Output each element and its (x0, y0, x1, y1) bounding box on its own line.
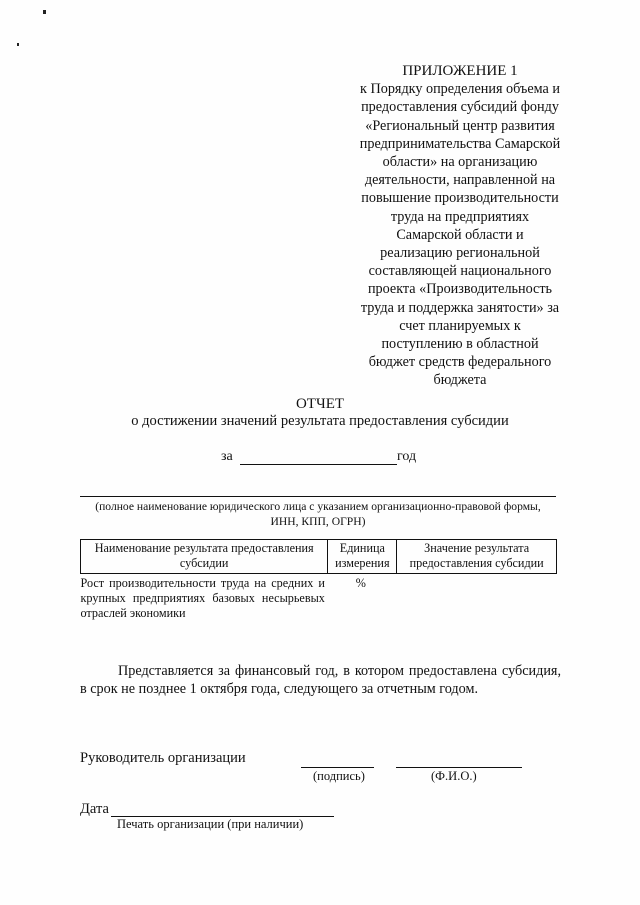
period-year-field[interactable] (240, 464, 397, 465)
scan-speck (43, 10, 46, 14)
full-name-field[interactable] (396, 767, 522, 768)
appendix-block (340, 62, 580, 390)
appendix-line: счет планируемых к (399, 317, 521, 334)
appendix-line: поступлению в областной (381, 336, 539, 353)
signature-caption: (подпись) (313, 769, 365, 783)
appendix-line: повышение производительности (361, 190, 559, 207)
scan-speck (17, 43, 19, 46)
signature-field[interactable] (301, 767, 374, 768)
appendix-line: бюджет средств федерального (368, 354, 552, 371)
result-name-cell: Рост производительности труда на средних и крупных предприятиях базовых несырьевых отраслей экономики (80, 576, 325, 620)
report-subtitle: о достижении значений результата предоставления субсидии (131, 413, 509, 429)
organization-caption (80, 500, 556, 529)
appendix-line: составляющей национального (368, 263, 552, 280)
appendix-line: предоставления субсидий фонду (361, 99, 559, 116)
appendix-line: «Региональный центр развития (365, 117, 555, 134)
date-label: Дата (80, 801, 109, 817)
full-name-caption: (Ф.И.О.) (431, 769, 477, 783)
appendix-line: проекта «Производительность (367, 281, 553, 298)
stamp-caption: Печать организации (при наличии) (117, 817, 304, 831)
organization-caption-line: ИНН, КПП, ОГРН) (270, 514, 366, 528)
appendix-line: реализацию региональной (380, 245, 540, 262)
period-prefix: за (221, 449, 233, 464)
appendix-line: труда и поддержка занятости» за (360, 299, 560, 316)
column-header-result-name: Наименование результата предоставления субсидии (81, 540, 328, 574)
column-header-unit: Единица измерения (328, 540, 397, 574)
appendix-line: предпринимательства Самарской (359, 135, 561, 152)
appendix-title: ПРИЛОЖЕНИЕ 1 (402, 63, 518, 79)
submission-note: Представляется за финансовый год, в котором предоставлена субсидия, в срок не позднее 1 октября года, следующего за отчетным годом. (80, 663, 561, 697)
appendix-line: бюджета (433, 372, 487, 389)
results-table (80, 539, 557, 621)
appendix-line: труда на предприятиях (390, 208, 530, 225)
appendix-line: области» на организацию (382, 154, 538, 171)
column-header-value: Значение результата предоставления субсидии (397, 540, 557, 574)
appendix-line: к Порядку определения объема и (360, 81, 560, 98)
table-row (81, 574, 557, 622)
head-of-organization-label: Руководитель организации (80, 750, 246, 766)
table-header-row (81, 540, 557, 574)
unit-cell: % (355, 576, 366, 590)
appendix-line: деятельности, направленной на (364, 172, 556, 189)
appendix-line: Самарской области и (396, 226, 524, 243)
organization-name-field[interactable] (80, 496, 556, 497)
value-cell[interactable] (397, 574, 557, 622)
organization-caption-line: (полное наименование юридического лица с указанием организационно-правовой формы, (95, 500, 541, 513)
report-title: ОТЧЕТ (295, 396, 345, 412)
period-suffix: год (397, 449, 417, 464)
